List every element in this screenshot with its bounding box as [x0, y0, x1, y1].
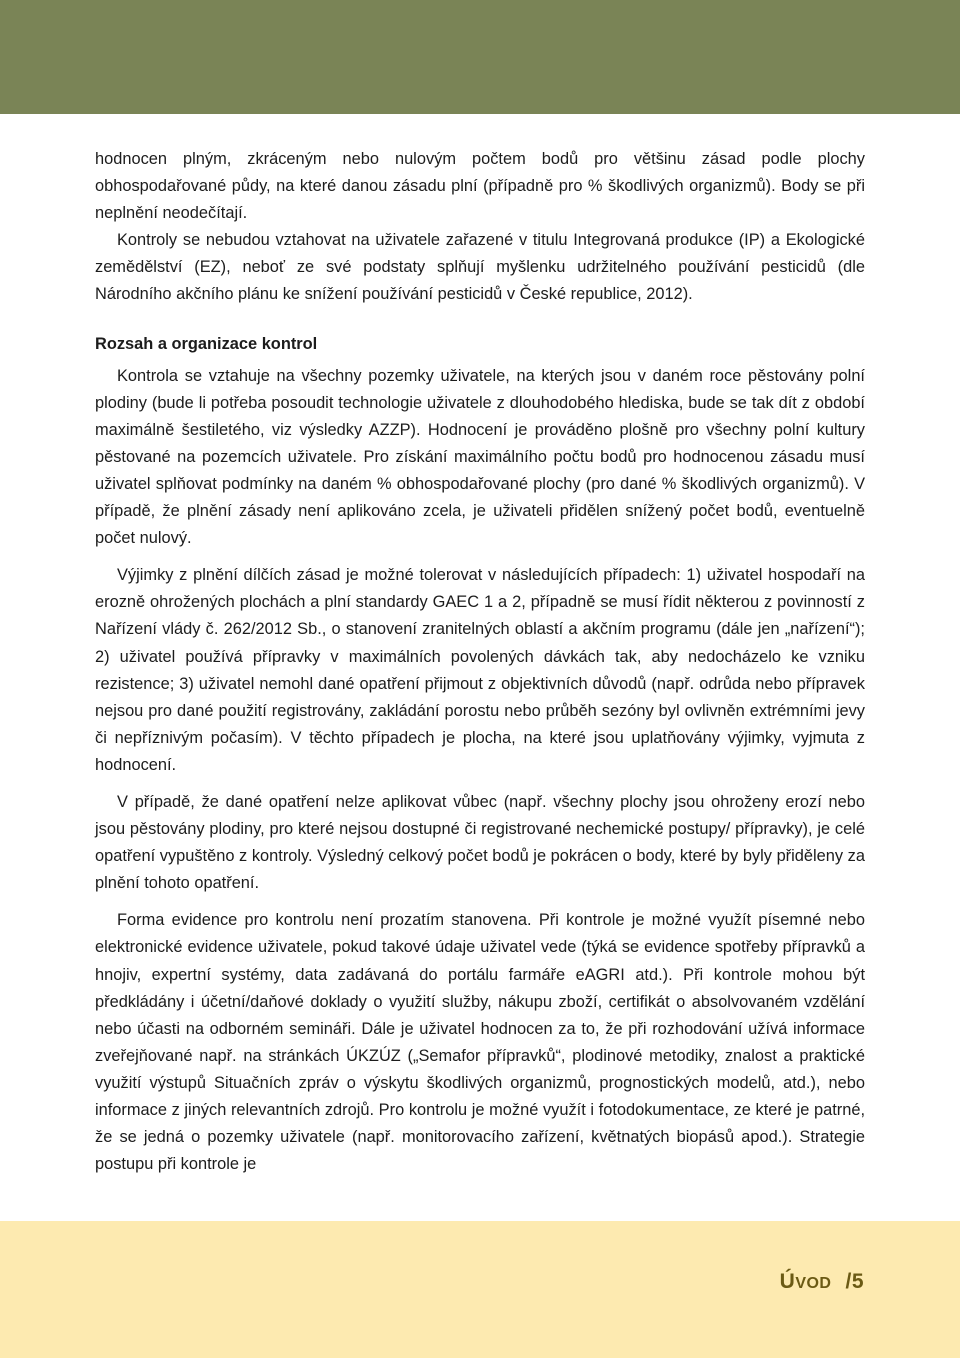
paragraph-intro-1: hodnocen plným, zkráceným nebo nulovým počtem bodů pro většinu zásad podle plochy obhospodařované půdy, na které danou zásadu plní (případně pro % škodlivých organizmů). Body se při neplnění neodečítají.	[95, 150, 865, 223]
paragraph-section-2: Výjimky z plnění dílčích zásad je možné tolerovat v následujících případech: 1) uživatel hospodaří na erozně ohrožených plochách a plní standardy GAEC 1 a 2, případně se musí řídit některou z povinností z Nařízení vlády č. 262/2012 Sb., o stanovení zranitelných oblastí a akčním programu (dále jen „nařízení“); 2) uživatel používá přípravky v maximálních povolených dávkách tak, aby nedocházelo ke vzniku rezistence; 3) uživatel nemohl dané opatření přijmout z objektivních důvodů (např. odrůda nebo přípravek nejsou pro dané použití registrovány, zakládání porostu nebo průběh sezóny byl ovlivněn extrémními jevy či nepříznivým počasím). V těchto případech je plocha, na které jsou uplatňovány výjimky, vyjmuta z hodnocení.	[95, 566, 865, 774]
header-band	[0, 0, 960, 114]
footer-page-label	[780, 1270, 864, 1294]
paragraph-intro-2: Kontroly se nebudou vztahovat na uživatele zařazené v titulu Integrovaná produkce (IP) a Ekologické zemědělství (EZ), neboť ze své podstaty splňují myšlenku udržitelného používání pesticidů (dle Národního akčního plánu ke snížení používání pesticidů v České republice, 2012).	[95, 231, 865, 304]
footer-chapter-rest: VOD	[795, 1275, 832, 1292]
section-heading: Rozsah a organizace kontrol	[95, 334, 318, 353]
footer-chapter-initial: Ú	[779, 1270, 796, 1293]
paragraph-section-3: V případě, že dané opatření nelze aplikovat vůbec (např. všechny plochy jsou ohroženy erozí nebo jsou pěstovány plodiny, pro které nejsou dostupné či registrované nechemické postupy/ přípravky), je celé opatření vypuštěno z kontroly. Výsledný celkový počet bodů je pokrácen o body, které by byly přiděleny za plnění tohoto opatření.	[95, 792, 865, 893]
footer-page-number: /5	[845, 1270, 864, 1293]
paragraph-section-1: Kontrola se vztahuje na všechny pozemky uživatele, na kterých jsou v daném roce pěstovány polní plodiny (bude li potřeba posoudit technologie uživatele z dlouhodobého hlediska, bude se tak dít z období maximálně šestiletého, viz výsledky AZZP). Hodnocení je prováděno plošně pro všechny polní kultury pěstované na pozemcích uživatele. Pro získání maximálního počtu bodů pro hodnocenou zásadu musí uživatel splňovat podmínky na daném % obhospodařované plochy (pro dané % škodlivých organizmů). V případě, že plnění zásady není aplikováno zcela, je uživateli přidělen snížený počet bodů, eventuelně počet nulový.	[95, 366, 865, 548]
page-content	[95, 146, 865, 1178]
paragraph-section-4: Forma evidence pro kontrolu není prozatím stanovena. Při kontrole je možné využít písemné nebo elektronické evidence uživatele, pokud takové údaje uživatel vede (týká se evidence spotřeby přípravků a hnojiv, expertní systémy, data zadávaná do portálu farmáře eAGRI atd.). Při kontrole mohou být předkládány i účetní/daňové doklady o využití služby, nákupu zboží, certifikát o absolvovaném vzdělání nebo účasti na odborném semináři. Dále je uživatel hodnocen za to, že při rozhodování užívá informace zveřejňované např. na stránkách ÚKZÚZ („Semafor přípravků“, plodinové metodiky, znalost a praktické využití výstupů Situačních zpráv o výskytu škodlivých organizmů, prognostických modelů, atd.), nebo informace z jiných relevantních zdrojů. Pro kontrolu je možné využít i fotodokumentace, ze které je patrné, že se jedná o pozemky uživatele (např. monitorovacího zařízení, květnatých biopásů apod.). Strategie postupu při kontrole je	[95, 911, 865, 1174]
